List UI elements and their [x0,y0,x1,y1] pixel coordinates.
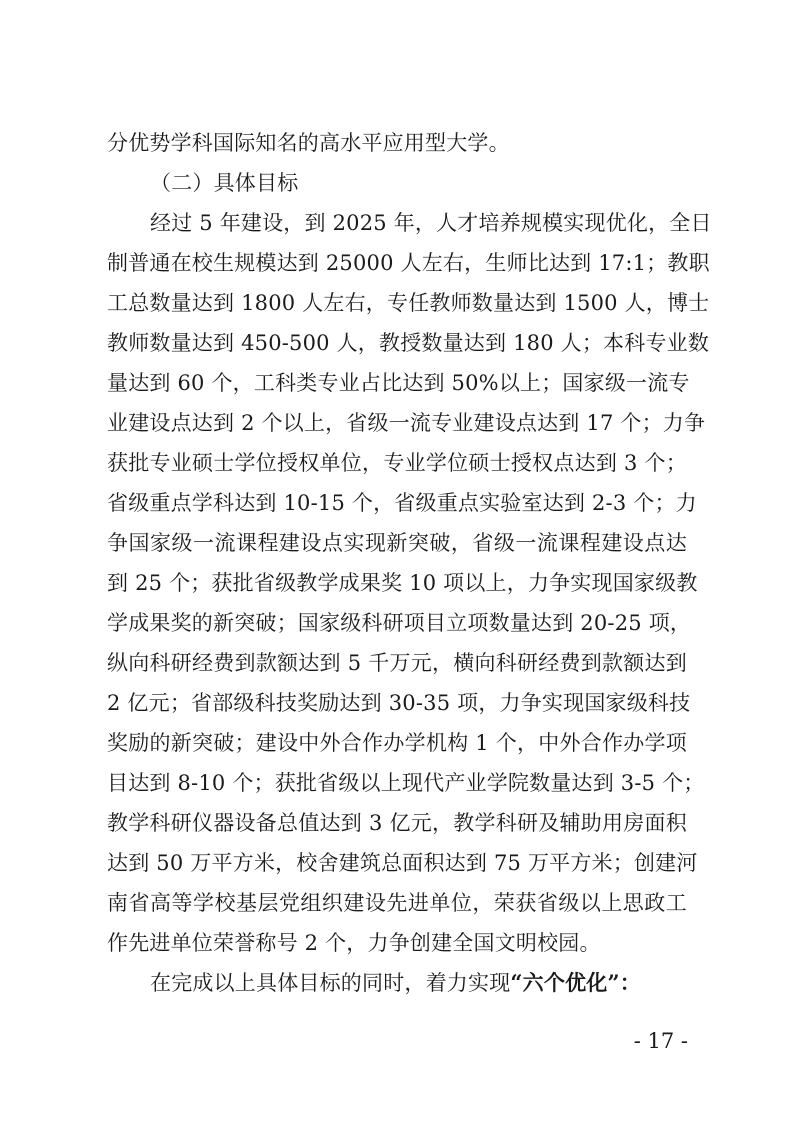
paragraph-line: 制普通在校生规模达到 25000 人左右，生师比达到 17:1；教职 [107,251,710,275]
paragraph-line: 教学科研仪器设备总值达到 3 亿元，教学科研及辅助用房面积 [107,811,687,835]
paragraph-line: 获批专业硕士学位授权单位，专业学位硕士授权点达到 3 个； [107,451,687,475]
paragraph-line: 业建设点达到 2 个以上，省级一流专业建设点达到 17 个；力争 [107,411,706,435]
paragraph-line: 目达到 8-10 个；获批省级以上现代产业学院数量达到 3-5 个； [107,771,705,795]
paragraph-line: 工总数量达到 1800 人左右，专任教师数量达到 1500 人，博士 [107,291,710,315]
paragraph-line: 量达到 60 个，工科类专业占比达到 50%以上；国家级一流专 [107,371,690,395]
paragraph-line: 教师数量达到 450-500 人，教授数量达到 180 人；本科专业数 [107,331,710,355]
paragraph-line: 到 25 个；获批省级教学成果奖 10 项以上，力争实现国家级教 [107,571,698,595]
paragraph-line: 经过 5 年建设，到 2025 年，人才培养规模实现优化，全日 [150,211,712,235]
paragraph-line: 2 亿元；省部级科技奖励达到 30-35 项，力争实现国家级科技 [107,691,691,715]
paragraph-line: 纵向科研经费到款额达到 5 千万元，横向科研经费到款额达到 [107,651,687,675]
closing-emphasis: “六个优化”： [510,970,641,995]
paragraph-line: 争国家级一流课程建设点实现新突破，省级一流课程建设点达 [107,531,687,555]
closing-prefix: 在完成以上具体目标的同时，着力实现 [150,971,511,995]
paragraph-line: 达到 50 万平方米，校舍建筑总面积达到 75 万平方米；创建河 [107,851,698,875]
paragraph-line: 南省高等学校基层党组织建设先进单位，荣获省级以上思政工 [107,891,687,915]
closing-line [150,966,687,1000]
paragraph-line: 省级重点学科达到 10-15 个，省级重点实验室达到 2-3 个；力 [107,491,697,515]
paragraph-line: 奖励的新突破；建设中外合作办学机构 1 个，中外合作办学项 [107,731,687,755]
paragraph-line: 学成果奖的新突破；国家级科研项目立项数量达到 20-25 项， [107,611,692,635]
section-heading: （二）具体目标 [150,171,299,195]
page-number: - 17 - [633,1029,688,1053]
opening-line: 分优势学科国际知名的高水平应用型大学。 [107,131,510,155]
paragraph-line: 作先进单位荣誉称号 2 个，力争创建全国文明校园。 [107,931,601,955]
